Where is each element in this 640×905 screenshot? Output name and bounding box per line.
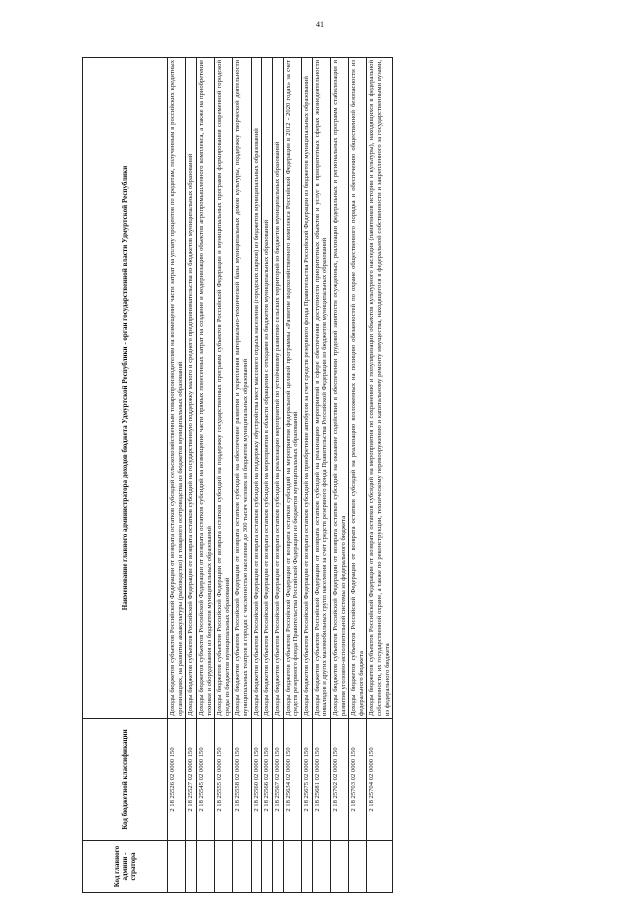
budget-code-cell: 2 18 25566 02 0000 150 [262, 719, 273, 841]
table-row [168, 58, 186, 893]
description-cell: Доходы бюджетов субъектов Российской Федерации от возврата остатков субсидий на поддержку государственных программ субъектов Российской Федерации и муниципальных программ формирования современной городской среды из бюджетов муниципальных образований [215, 58, 233, 719]
admin-code-cell [301, 841, 312, 893]
admin-code-cell [367, 841, 393, 893]
table-row [215, 58, 233, 893]
admin-code-cell [186, 841, 197, 893]
budget-code-cell: 2 18 25567 02 0000 150 [273, 719, 284, 841]
description-cell: Доходы бюджетов субъектов Российской Федерации от возврата остатков субсидий на реализацию мероприятий в сфере обеспечения доступности приоритетных объектов и услуг в приоритетных сферах жизнедеятельности инвалидов и других маломобильных групп населения за счет средств резервного фонда Правительства Российской Федерации из бюджетов муниципальных образований [312, 58, 330, 719]
table-row [251, 58, 262, 893]
budget-code-cell: 2 18 25703 02 0000 150 [349, 719, 367, 841]
admin-code-cell [251, 841, 262, 893]
budget-code-cell: 2 18 25527 02 0000 150 [186, 719, 197, 841]
description-cell: Доходы бюджетов субъектов Российской Федерации от возврата остатков субсидий сельскохозяйственным товаропроизводителям на возмещение части затрат на уплату процентов по кредитам, полученным в российских кредитных организациях, на развитие аквакультуры (рыбоводство) и товарного осетроводства из бюджетов муниципальных образований [168, 58, 186, 719]
admin-code-cell [196, 841, 214, 893]
budget-code-cell: 2 18 25704 02 0000 150 [367, 719, 393, 841]
admin-code-cell [168, 841, 186, 893]
admin-code-cell [330, 841, 348, 893]
budget-code-cell: 2 18 25681 02 0000 150 [312, 719, 330, 841]
table-row [349, 58, 367, 893]
table-row [312, 58, 330, 893]
admin-code-cell [273, 841, 284, 893]
budget-code-cell: 2 18 25675 02 0000 150 [301, 719, 312, 841]
header-administrator-name: Наименование главного администратора доходов бюджета Удмуртской Республики - орган государственной власти Удмуртской Республики [83, 58, 168, 719]
table-row [196, 58, 214, 893]
budget-code-cell: 2 18 25555 02 0000 150 [215, 719, 233, 841]
budget-code-cell: 2 18 25702 02 0000 150 [330, 719, 348, 841]
description-cell: Доходы бюджетов субъектов Российской Федерации от возврата остатков субсидий на оказание содействия в обеспечении трудовой занятости осужденных, реализации федеральных и региональных программ стабилизации и развития уголовно-исполнительной системы из федерального бюджета [330, 58, 348, 719]
description-cell: Доходы бюджетов субъектов Российской Федерации от возврата остатков субсидий на реализацию возложенных на полицию обязанностей по охране общественного порядка и обеспечению общественной безопасности из федерального бюджета [349, 58, 367, 719]
table-header-row [83, 58, 168, 893]
header-admin-code: Код главного админи - стратора [83, 841, 168, 893]
admin-code-cell [233, 841, 251, 893]
rotated-table-container [82, 58, 566, 893]
table-row [186, 58, 197, 893]
description-cell: Доходы бюджетов субъектов Российской Федерации от возврата остатков субсидий на реализацию мероприятий по устойчивому развитию сельских территорий из бюджетов муниципальных образований [273, 58, 284, 719]
description-cell: Доходы бюджетов субъектов Российской Федерации от возврата остатков субсидий на мероприятия федеральной целевой программы «Развитие водохозяйственного комплекса Российской Федерации в 2012 - 2020 годах» за счет средств резервного фонда Правительства Российской Федерации из бюджетов муниципальных образований [283, 58, 301, 719]
table-row [262, 58, 273, 893]
table-row [367, 58, 393, 893]
description-cell: Доходы бюджетов субъектов Российской Федерации от возврата остатков субсидий на обеспечение развития и укрепления материально-технической базы муниципальных домов культуры, поддержку творческой деятельности муниципальных театров в городах с численностью населения до 300 тысяч человек из бюджетов муниципальных образований [233, 58, 251, 719]
table-row [233, 58, 251, 893]
table-row [283, 58, 301, 893]
table-row [273, 58, 284, 893]
header-budget-classification: Код бюджетной классификации [83, 719, 168, 841]
description-cell: Доходы бюджетов субъектов Российской Федерации от возврата остатков субсидий на приобретение автобусов за счет средств резервного фонда Правительства Российской Федерации из бюджетов муниципальных образований [301, 58, 312, 719]
budget-code-cell: 2 18 25526 02 0000 150 [168, 719, 186, 841]
budget-code-cell: 2 18 25560 02 0000 150 [251, 719, 262, 841]
admin-code-cell [215, 841, 233, 893]
table-row [301, 58, 312, 893]
description-cell: Доходы бюджетов субъектов Российской Федерации от возврата остатков субсидий на возмещение части прямых понесенных затрат на создание и модернизацию объектов агропромышленного комплекса, а также на приобретение техники и оборудования из бюджетов муниципальных образований [196, 58, 214, 719]
budget-code-cell: 2 18 25558 02 0000 150 [233, 719, 251, 841]
description-cell: Доходы бюджетов субъектов Российской Федерации от возврата остатков субсидий на мероприятия по сохранению и популяризации объектов культурного наследия (памятников истории и культуры), находящихся в федеральной собственности, их государственной охране, а также по реконструкции, техническому перевооружению и капитальному ремонту имущества, находящегося в федеральной собственности и закрепленного за государственными вузами, из федерального бюджета [367, 58, 393, 719]
admin-code-cell [312, 841, 330, 893]
admin-code-cell [283, 841, 301, 893]
page-number: 41 [316, 20, 324, 29]
table-row [330, 58, 348, 893]
budget-code-cell: 2 18 25634 02 0000 150 [283, 719, 301, 841]
description-cell: Доходы бюджетов субъектов Российской Федерации от возврата остатков субсидий на поддержку обустройства мест массового отдыха населения (городских парков) из бюджетов муниципальных образований [251, 58, 262, 719]
description-cell: Доходы бюджетов субъектов Российской Федерации от возврата остатков субсидий на государственную поддержку малого и среднего предпринимательства из бюджетов муниципальных образований [186, 58, 197, 719]
description-cell: Доходы бюджетов субъектов Российской Федерации от возврата остатков субсидий на мероприятия в области обращения с отходами из бюджетов муниципальных образований [262, 58, 273, 719]
admin-code-cell [349, 841, 367, 893]
admin-code-cell [262, 841, 273, 893]
revenue-administrators-table [82, 57, 393, 893]
budget-code-cell: 2 18 25545 02 0000 150 [196, 719, 214, 841]
